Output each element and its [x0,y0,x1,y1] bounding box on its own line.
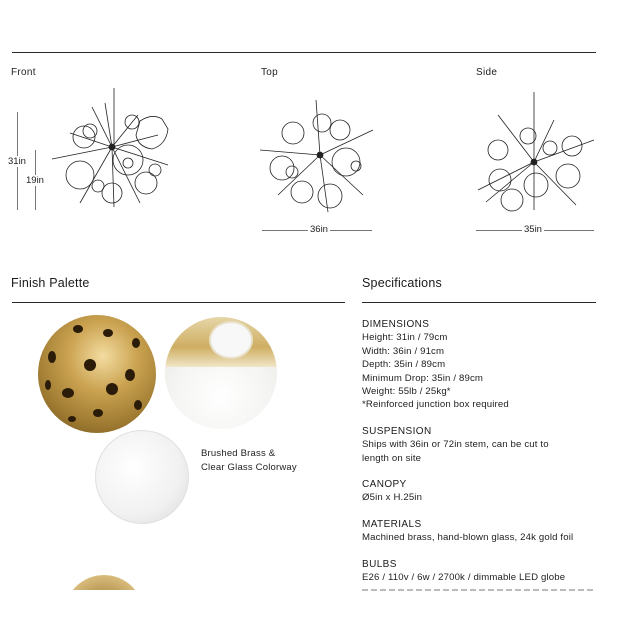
spec-line: Width: 36in / 91cm [362,345,445,357]
spec-heading: CANOPY [362,479,407,490]
globe-opening [209,321,253,359]
finish-palette-divider [12,302,345,303]
spec-heading: SUSPENSION [362,426,432,437]
spec-dimensions [362,318,602,412]
spec-bulbs [362,558,602,585]
specifications-title: Specifications [362,276,442,290]
clear-glass-globe-swatch [95,430,189,524]
view-label-top: Top [261,67,279,78]
spec-line: Weight: 55lb / 25kg* [362,386,451,398]
height-19in-label: 19in [26,175,44,186]
caption-line-1: Brushed Brass & [201,448,276,459]
view-label-front: Front [11,67,36,78]
spec-line: Minimum Drop: 35in / 89cm [362,372,484,384]
caption-line-2: Clear Glass Colorway [201,461,297,473]
spec-line: E26 / 110v / 6w / 2700k / dimmable LED globe [362,572,566,584]
spec-line: Depth: 35in / 89cm [362,359,446,371]
spec-line: *Reinforced junction box required [362,399,509,411]
finish-palette-title: Finish Palette [11,276,90,290]
spec-materials [362,518,602,545]
spec-line: Ships with 36in or 72in stem, can be cut to [362,439,549,451]
top-divider [12,52,596,53]
bottom-crop-mask [0,592,640,640]
view-label-side: Side [476,67,498,78]
height-31in-label: 31in [8,156,26,167]
hammered-brass-swatch [38,315,156,433]
spec-canopy [362,478,602,505]
specifications-divider [362,302,596,303]
gold-leaf-globe-swatch [165,317,277,429]
spec-heading: BULBS [362,559,397,570]
spec-heading: DIMENSIONS [362,319,430,330]
spec-line: Machined brass, hand-blown glass, 24k gold foil [362,532,574,544]
side-view-drawing [476,90,596,215]
spec-suspension [362,425,602,465]
top-view-drawing [258,100,383,215]
depth-35in-label: 35in [524,224,542,235]
front-view-drawing [50,85,175,210]
spec-heading: MATERIALS [362,519,422,530]
width-36in-label: 36in [310,224,328,235]
spec-line: length on site [362,452,422,464]
spec-line: Height: 31in / 79cm [362,332,448,344]
spec-line: Ø5in x H.25in [362,492,423,504]
brass-holes-pattern [38,315,156,433]
colorway-caption [201,447,297,474]
